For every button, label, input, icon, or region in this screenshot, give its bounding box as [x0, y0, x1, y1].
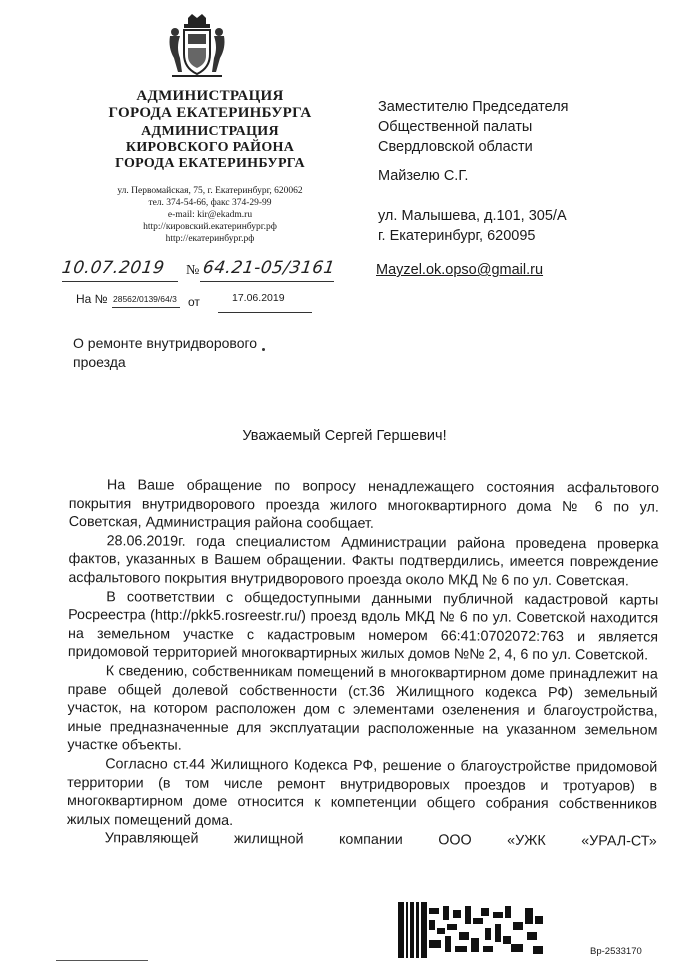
greeting: Уважаемый Сергей Гершевич! — [242, 428, 447, 444]
body-paragraph-6: Управляющей жилищной компании ООО «УЖК «УРАЛ-СТ» — [104, 830, 657, 850]
org-line1: АДМИНИСТРАЦИЯ — [136, 88, 284, 104]
scan-dot — [262, 348, 265, 351]
body-paragraph-3: В соответствии с общедоступными данными публичной кадастровой карты Росреестра (http://pkk5.rosreestr.ru/) проезд вдоль МКД № 6 по ул. Советской находится на земельном участке с кадастровым номером 66:41:0702072:763 и является придомовой территорией многоквартирных жилых домов №№ 2, 4, 6 по ул. Советской. — [67, 588, 659, 664]
body-paragraph-4: К сведению, собственникам помещений в многоквартирном доме принадлежит на праве общей долевой собственности (ст.36 Жилищного кодекса РФ) земельный участок, на котором расположен дом с элементами озеленения и благоустройства, иные предназначенные для эксплуатации расположенные на указанном земельном участке объекты. — [67, 663, 658, 755]
ref-date-underline — [218, 312, 312, 313]
addressee-addr-line2: г. Екатеринбург, 620095 — [378, 228, 536, 244]
barcode-id: Вр-2533170 — [590, 946, 642, 957]
address-line5: http://екатеринбург.рф — [165, 234, 255, 244]
body-paragraph-2: 28.06.2019г. года специалистом Администрации района проведена проверка фактов, указанных в Вашем обращении. Факты подтвердились, имеется повреждение асфальтового покрытия внутридворового проезда около МКД № 6 по ул. Советская. — [68, 533, 659, 590]
footer-line — [56, 960, 148, 961]
ref-date: 17.06.2019 — [232, 292, 285, 304]
subject — [73, 334, 257, 372]
addressee-line1: Заместителю Председателя — [378, 99, 569, 115]
addressee-email: Mayzel.ok.opso@gmail.ru — [376, 262, 544, 278]
org-name — [60, 88, 360, 122]
addressee-title — [378, 97, 569, 157]
date-underline — [62, 281, 178, 282]
addressee-addr-line1: ул. Малышева, д.101, 305/А — [378, 208, 567, 224]
addressee-name: Майзелю С.Г. — [378, 168, 469, 184]
address-line3: e-mail: kir@ekadm.ru — [167, 210, 253, 220]
org-address — [60, 185, 360, 245]
ref-from: от — [188, 295, 200, 309]
ref-label: На № — [76, 292, 108, 306]
handwritten-number: 64.21-05/3161 — [201, 258, 337, 278]
suborg-line3: ГОРОДА ЕКАТЕРИНБУРГА — [115, 156, 305, 171]
address-line1: ул. Первомайская, 75, г. Екатеринбург, 620062 — [117, 186, 303, 196]
body-paragraph-5: Согласно ст.44 Жилищного Кодекса РФ, решение о благоустройстве придомовой территории (в том числе ремонт внутридворовых проездов и тротуаров) в многоквартирном доме относится к компетенции общего собрания собственников жилых помещений дома. — [66, 756, 658, 829]
number-sign: № — [186, 263, 200, 278]
number-underline — [200, 281, 334, 282]
addressee-address — [378, 206, 567, 246]
letter-body — [67, 476, 659, 851]
address-line4: http://кировский.екатеринбург.рф — [143, 222, 277, 232]
suborg-line2: КИРОВСКОГО РАЙОНА — [125, 140, 295, 155]
handwritten-date: 10.07.2019 — [60, 258, 166, 278]
coat-of-arms-icon — [166, 14, 228, 80]
ref-number: 28562/0139/64/3 — [113, 294, 177, 304]
org-line2: ГОРОДА ЕКАТЕРИНБУРГА — [108, 105, 312, 121]
addressee-line2: Общественной палаты — [378, 119, 533, 135]
address-line2: тел. 374-54-66, факс 374-29-99 — [148, 198, 272, 208]
ref-number-underline — [112, 307, 180, 308]
suborg-name — [60, 124, 360, 172]
subject-line1: О ремонте внутридворового — [73, 335, 258, 351]
addressee-line3: Свердловской области — [378, 139, 533, 155]
subject-line2: проезда — [73, 354, 126, 370]
suborg-line1: АДМИНИСТРАЦИЯ — [141, 124, 279, 139]
barcode-icon — [398, 898, 546, 960]
body-paragraph-1: На Ваше обращение по вопросу ненадлежащего состояния асфальтового покрытия внутридворового проезда жилого многоквартирного дома № 6 по ул. Советская, Администрация района сообщает. — [68, 477, 659, 533]
